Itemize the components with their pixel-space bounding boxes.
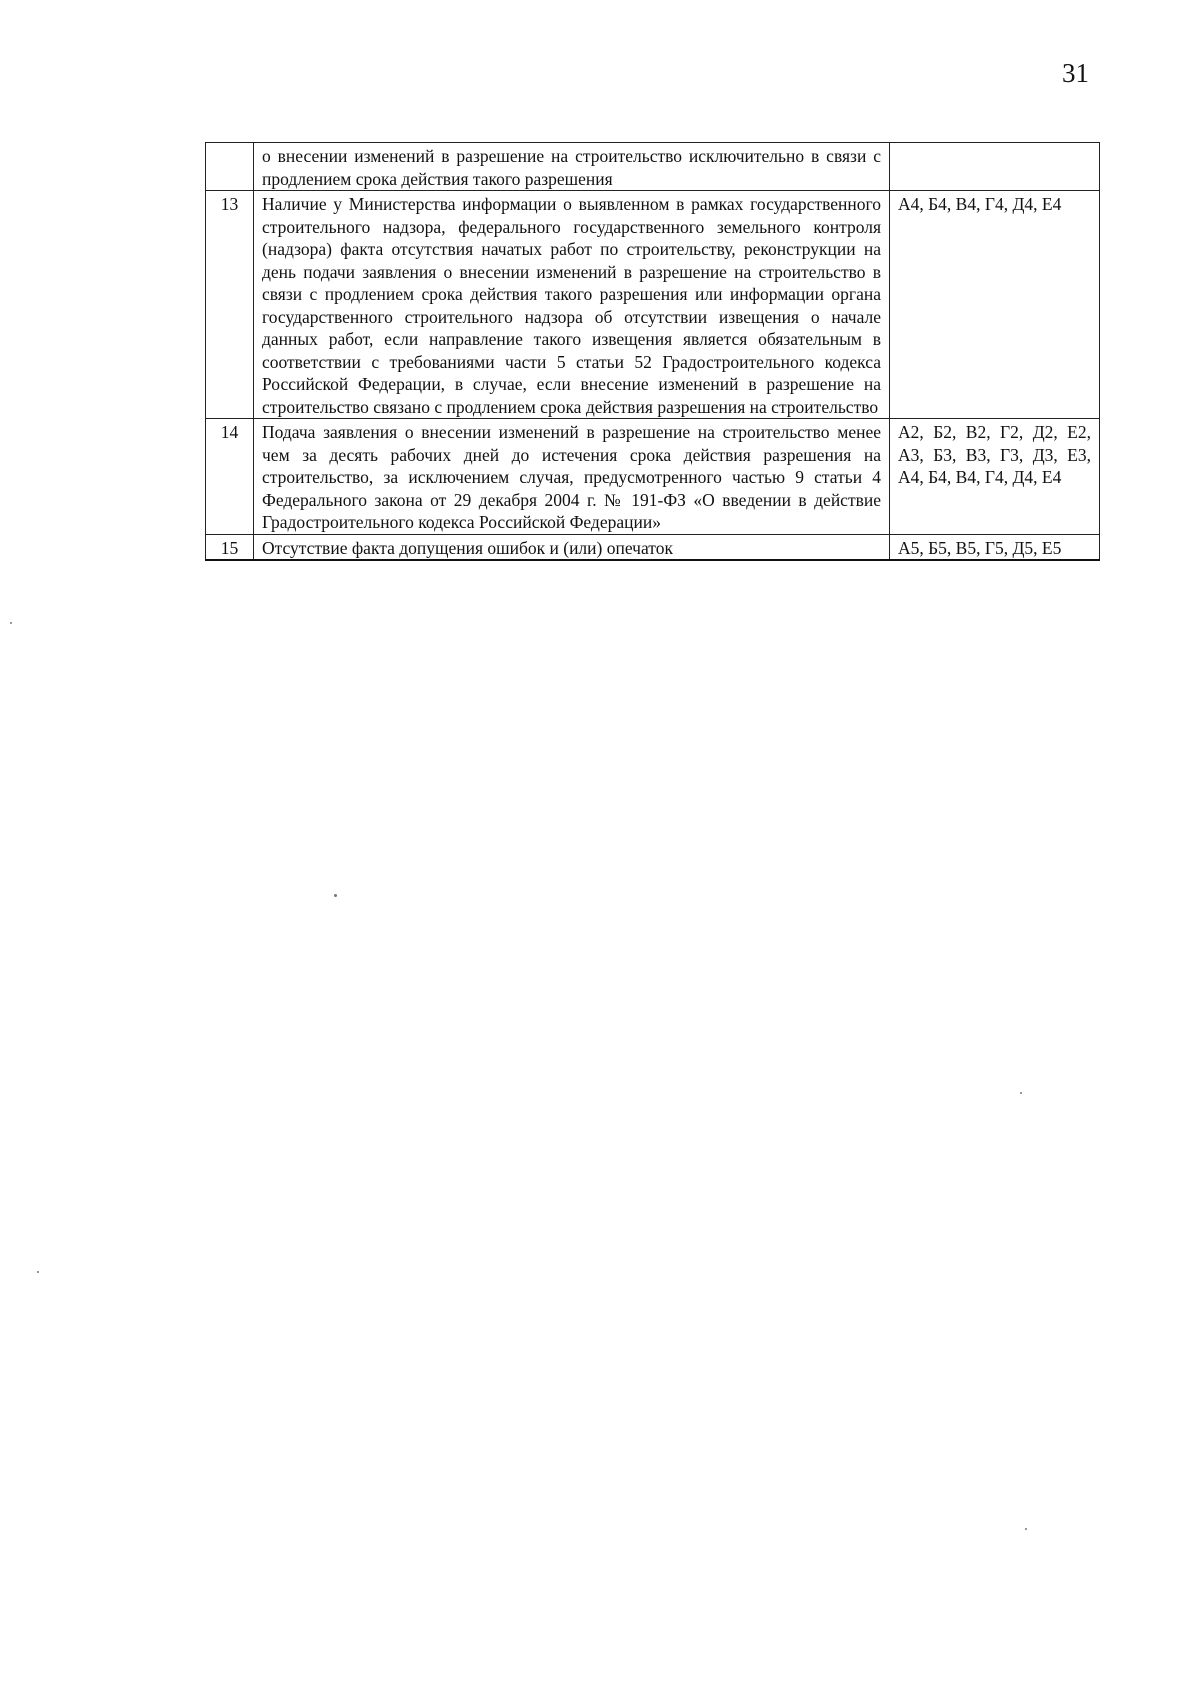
scan-speck — [1020, 1092, 1022, 1094]
row-description: о внесении изменений в разрешение на строительство исключительно в связи с продлением срока действия такого разрешения — [254, 143, 890, 191]
criteria-table — [205, 142, 1100, 561]
row-codes: А5, Б5, В5, Г5, Д5, Е5 — [890, 534, 1100, 560]
row-codes: А4, Б4, В4, Г4, Д4, Е4 — [890, 191, 1100, 419]
scan-speck — [10, 622, 12, 624]
table-row — [206, 419, 1100, 535]
scan-speck — [1025, 1528, 1027, 1530]
row-number: 14 — [206, 419, 254, 535]
table-row — [206, 191, 1100, 419]
row-number — [206, 143, 254, 191]
row-description: Подача заявления о внесении изменений в разрешение на строительство менее чем за десять рабочих дней до истечения срока действия разрешения на строительство, за исключением случая, предусмотренного частью 9 статьи 4 Федерального закона от 29 декабря 2004 г. № 191-ФЗ «О введении в действие Градостроительного кодекса Российской Федерации» — [254, 419, 890, 535]
scan-speck — [37, 1271, 39, 1273]
table-row — [206, 534, 1100, 560]
row-number: 13 — [206, 191, 254, 419]
table-row — [206, 143, 1100, 191]
scan-speck — [334, 894, 337, 897]
row-codes: А2, Б2, В2, Г2, Д2, Е2, А3, Б3, В3, Г3, Д3, Е3, А4, Б4, В4, Г4, Д4, Е4 — [890, 419, 1100, 535]
row-codes — [890, 143, 1100, 191]
row-description: Наличие у Министерства информации о выявленном в рамках государственного строительного надзора, федерального государственного земельного контроля (надзора) факта отсутствия начатых работ по строительству, реконструкции на день подачи заявления о внесении изменений в разрешение на строительство в связи с продлением срока действия такого разрешения или информации органа государственного строительного надзора об отсутствии извещения о начале данных работ, если направление такого извещения является обязательным в соответствии с требованиями части 5 статьи 52 Градостроительного кодекса Российской Федерации, в случае, если внесение изменений в разрешение на строительство связано с продлением срока действия разрешения на строительство — [254, 191, 890, 419]
row-description: Отсутствие факта допущения ошибок и (или) опечаток — [254, 534, 890, 560]
row-number: 15 — [206, 534, 254, 560]
page-number: 31 — [1062, 58, 1089, 88]
